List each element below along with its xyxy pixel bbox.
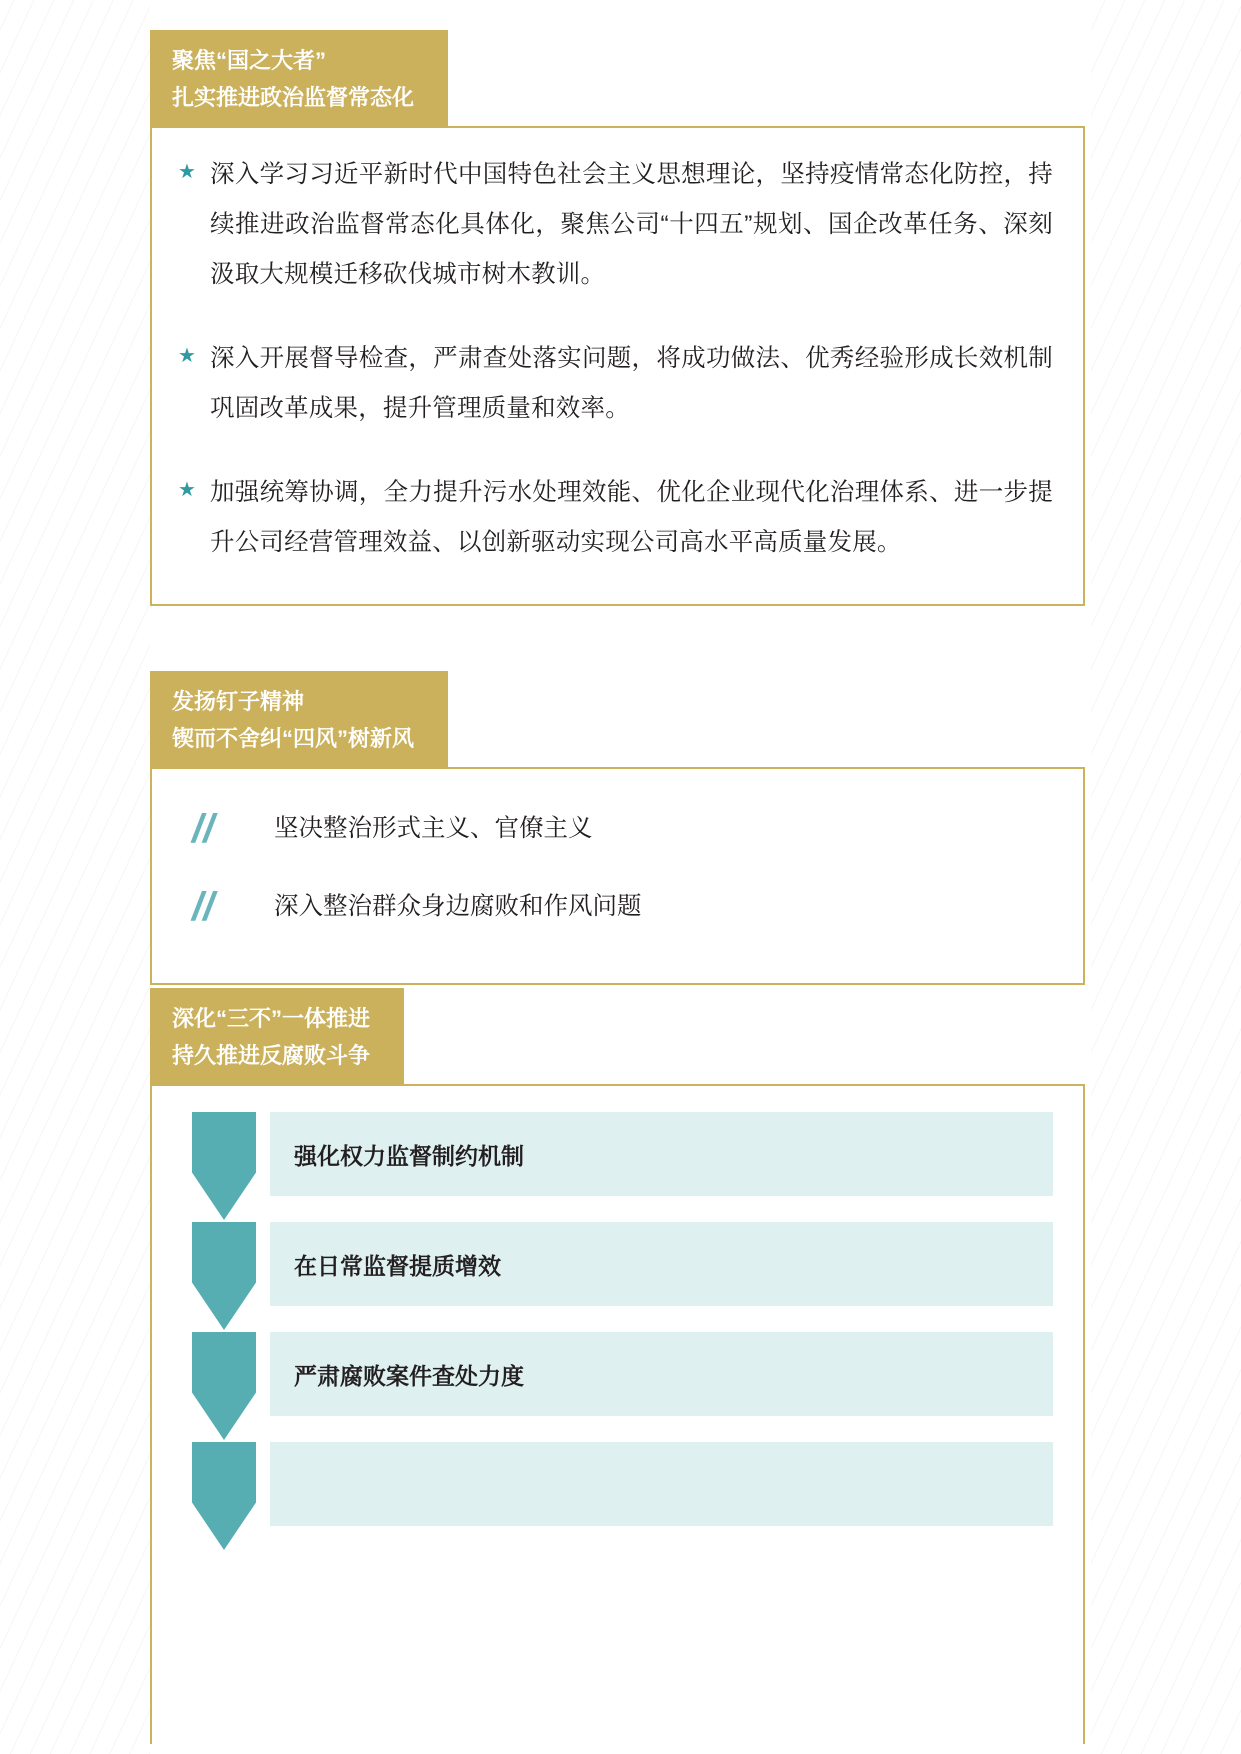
list-item: [178, 885, 1053, 929]
section-2-body: [150, 769, 1085, 985]
section-1-tab-line-1: 聚焦“国之大者”: [172, 48, 327, 73]
list-item-text: [270, 1442, 1053, 1526]
section-2-tab-line-1: 发扬钉子精神: [172, 689, 305, 714]
list-item-text: 加强统筹协调，全力提升污水处理效能、优化企业现代化治理体系、进一步提升公司经营管理效益、以创新驱动实现公司高水平高质量发展。: [210, 479, 1053, 556]
section-1-tab: [150, 30, 448, 128]
quote-mark-icon: //: [192, 885, 215, 929]
chevron-down-icon: [178, 1442, 270, 1526]
section-2-tab: [150, 671, 448, 769]
list-item: [178, 334, 1053, 434]
star-icon: ★: [178, 161, 196, 183]
star-icon: ★: [178, 345, 196, 367]
list-item-text: 深入开展督导检查，严肃查处落实问题，将成功做法、优秀经验形成长效机制巩固改革成果，提升管理质量和效率。: [210, 345, 1053, 422]
chevron-down-icon: [178, 1222, 270, 1306]
section-2-tab-line-2: 锲而不舍纠“四风”树新风: [172, 726, 415, 751]
list-item: [178, 150, 1053, 300]
list-item-text: 严肃腐败案件查处力度: [270, 1332, 1053, 1416]
list-item: [178, 1112, 1053, 1196]
chevron-down-icon: [178, 1332, 270, 1416]
section-anti-corruption: [150, 1000, 1085, 1744]
section-3-header: [150, 1000, 1085, 1086]
list-item-text: 深入整治群众身边腐败和作风问题: [274, 893, 642, 920]
list-item: [178, 1332, 1053, 1416]
quote-mark-icon: //: [192, 807, 215, 851]
section-3-tab-line-1: 深化“三不”一体推进: [172, 1006, 371, 1031]
list-item: [178, 468, 1053, 568]
section-3-body: [150, 1086, 1085, 1744]
section-1-tab-line-2: 扎实推进政治监督常态化: [172, 85, 415, 110]
list-item-text: 强化权力监督制约机制: [270, 1112, 1053, 1196]
list-item-text: 深入学习习近平新时代中国特色社会主义思想理论，坚持疫情常态化防控，持续推进政治监督常态化具体化，聚焦公司“十四五”规划、国企改革任务、深刻汲取大规模迁移砍伐城市树木教训。: [210, 161, 1053, 288]
list-item: [178, 1222, 1053, 1306]
section-political-supervision: [150, 42, 1085, 606]
section-3-tab: [150, 988, 404, 1086]
section-four-winds: [150, 683, 1085, 985]
section-3-tab-line-2: 持久推进反腐败斗争: [172, 1043, 371, 1068]
list-item-text: 在日常监督提质增效: [270, 1222, 1053, 1306]
list-item: [178, 1442, 1053, 1526]
section-1-header: [150, 42, 1085, 128]
chevron-down-icon: [178, 1112, 270, 1196]
list-item: [178, 807, 1053, 851]
list-item-text: 坚决整治形式主义、官僚主义: [274, 815, 593, 842]
star-icon: ★: [178, 479, 196, 501]
section-2-header: [150, 683, 1085, 769]
section-1-body: [150, 128, 1085, 606]
